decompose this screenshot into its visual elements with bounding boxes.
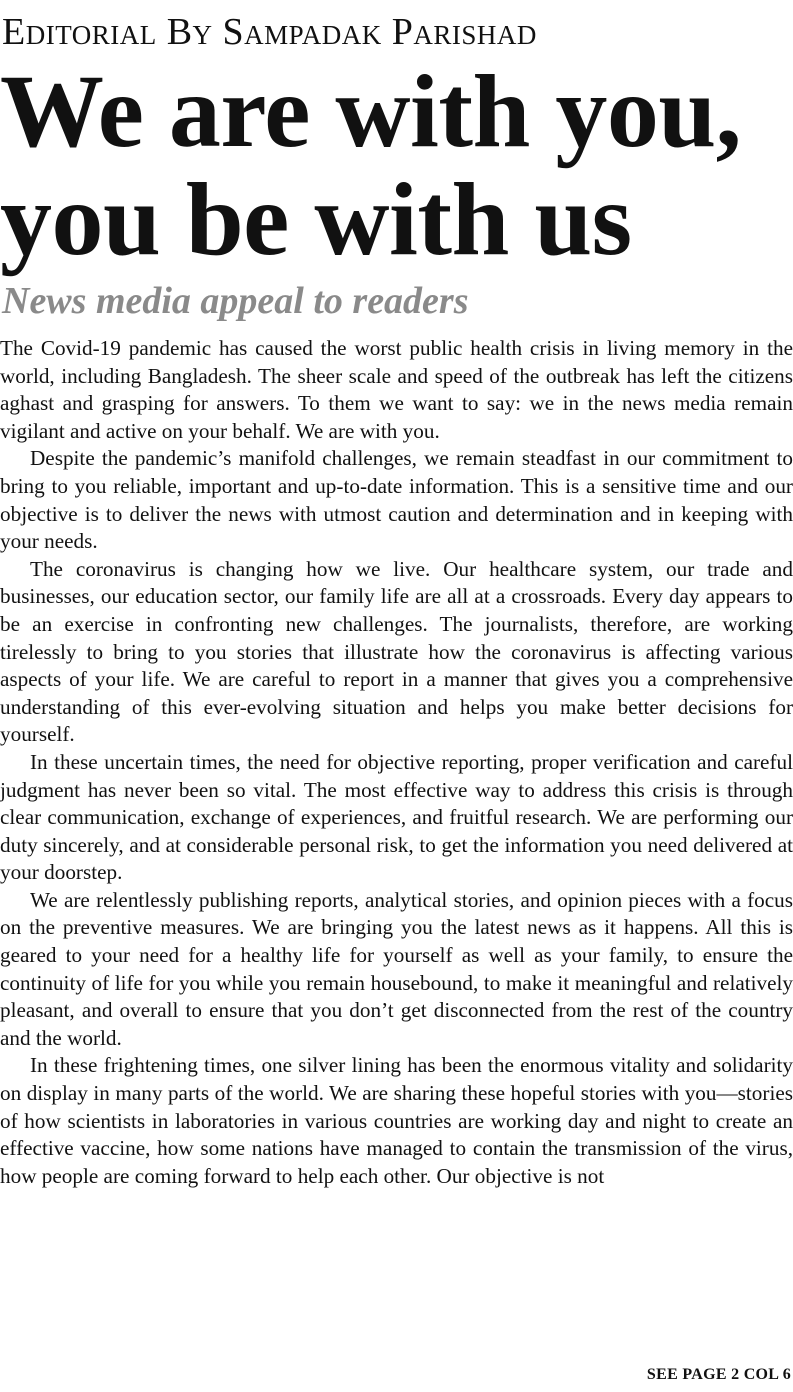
article-body: [0, 335, 793, 1190]
article-paragraph: In these frightening times, one silver lining has been the enormous vitality and solidarity on display in many parts of the world. We are sharing these hopeful stories with you—stories of how scientists in laboratories in various countries are working day and night to create an effective vaccine, how some nations have managed to contain the transmission of the virus, how people are coming forward to help each other. Our objective is not: [0, 1053, 793, 1188]
article-paragraph: The Covid-19 pandemic has caused the worst public health crisis in living memory in the world, including Bangladesh. The sheer scale and speed of the outbreak has left the citizens aghast and grasping for answers. To them we want to say: we in the news media remain vigilant and active on your behalf. We are with you.: [0, 336, 793, 443]
headline-line-1: We are with you,: [0, 54, 742, 169]
article-paragraph: We are relentlessly publishing reports, analytical stories, and opinion pieces with a focus on the preventive measures. We are bringing you the latest news as it happens. All this is geared to your need for a healthy life for yourself as well as your family, to ensure the continuity of life for you while you remain housebound, to make it meaningful and relatively pleasant, and overall to ensure that you don’t get disconnected from the rest of the country and the world.: [0, 887, 793, 1050]
article-paragraph: In these uncertain times, the need for objective reporting, proper verification and careful judgment has never been so vital. The most effective way to address this crisis is through clear communication, exchange of experiences, and fruitful research. We are performing our duty sincerely, and at considerable personal risk, to get the information you need delivered at your doorstep.: [0, 749, 793, 885]
continuation-reference: SEE PAGE 2 COL 6: [646, 1366, 791, 1383]
headline: [0, 54, 793, 277]
headline-line-2: you be with us: [0, 162, 632, 277]
article-paragraph: Despite the pandemic’s manifold challenges, we remain steadfast in our commitment to bring to you reliable, important and up-to-date information. This is a sensitive time and our objective is to deliver the news with utmost caution and determination and in keeping with your needs.: [0, 446, 793, 554]
editorial-kicker: Editorial By Sampadak Parishad: [2, 11, 537, 53]
article-paragraph: The coronavirus is changing how we live. Our healthcare system, our trade and businesses, our education sector, our family life are all at a crossroads. Every day appears to be an exercise in confronting new challenges. The journalists, therefore, are working tirelessly to bring to you stories that illustrate how the coronavirus is affecting various aspects of your life. We are careful to report in a manner that gives you a comprehensive understanding of this ever-evolving situation and helps you make better decisions for yourself.: [0, 556, 793, 747]
subheadline: News media appeal to readers: [2, 280, 469, 322]
